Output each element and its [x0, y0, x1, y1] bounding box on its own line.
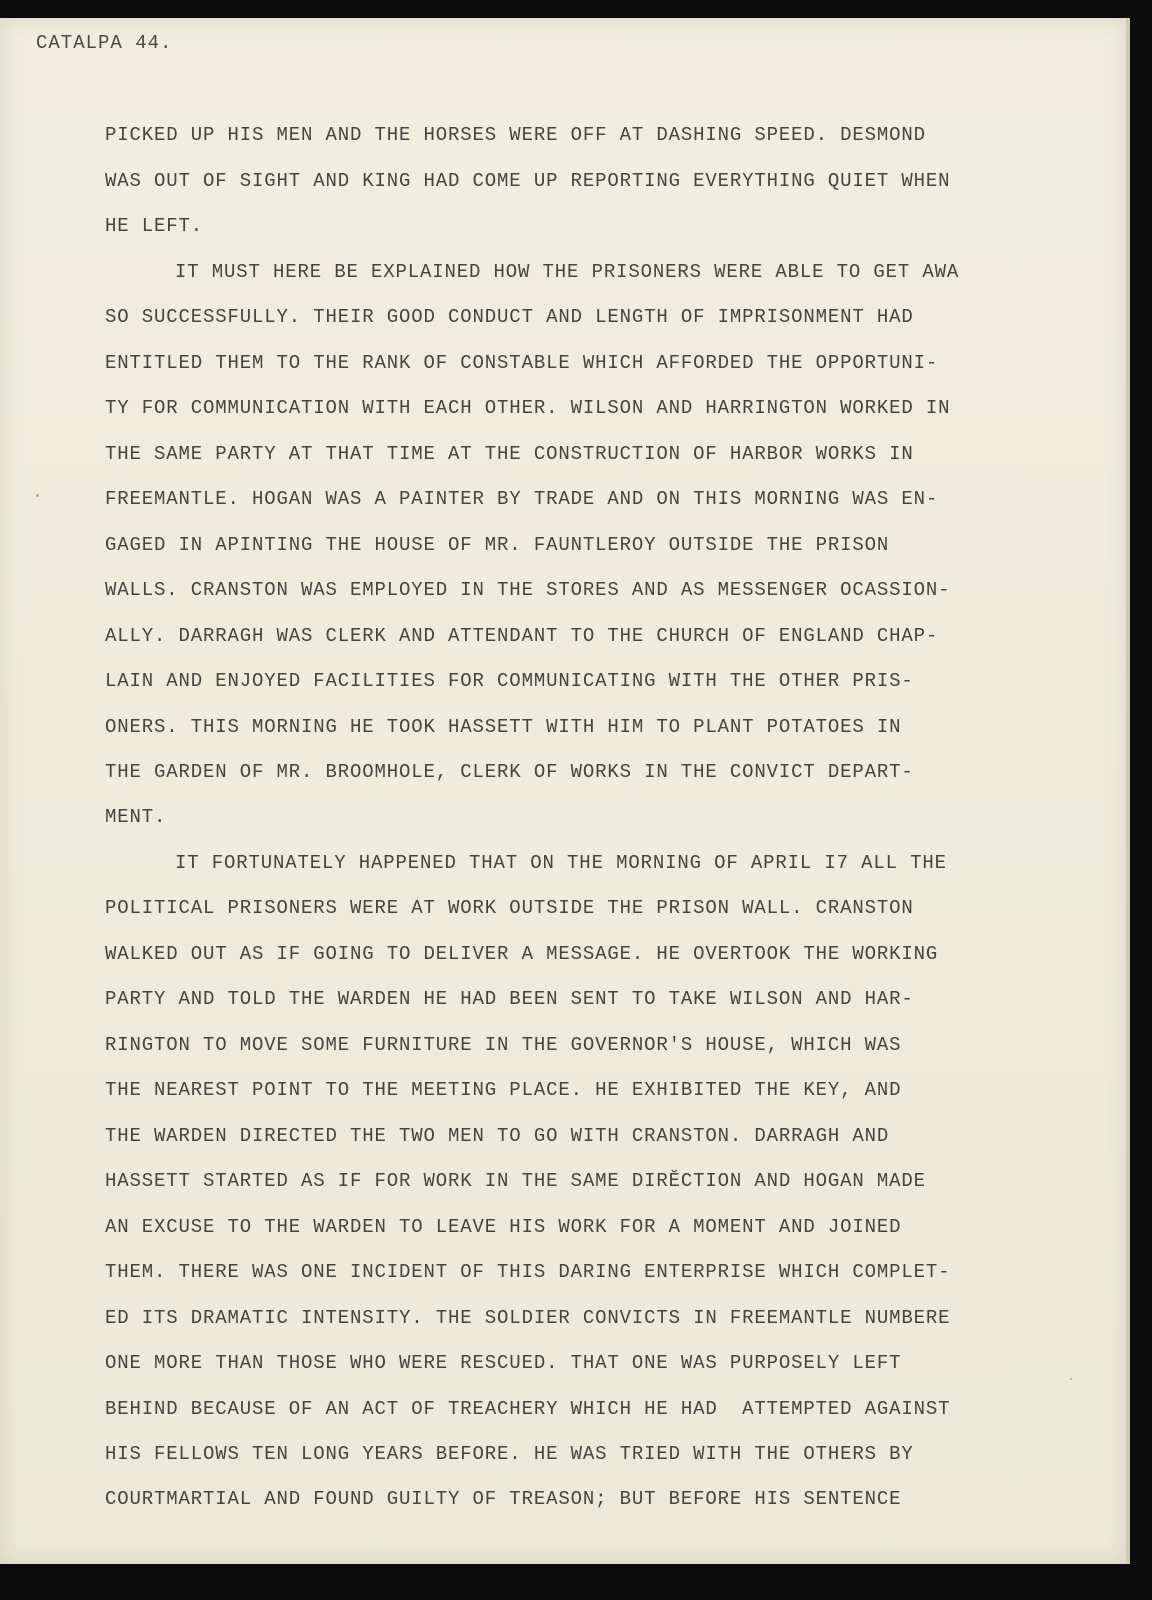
text-line: PARTY AND TOLD THE WARDEN HE HAD BEEN SENT TO TAKE WILSON AND HAR- [105, 988, 914, 1010]
text-line: RINGTON TO MOVE SOME FURNITURE IN THE GOVERNOR'S HOUSE, WHICH WAS [105, 1034, 902, 1056]
text-line: HE LEFT. [105, 215, 204, 237]
text-line: WALKED OUT AS IF GOING TO DELIVER A MESSAGE. HE OVERTOOK THE WORKING [105, 943, 939, 965]
text-line: ED ITS DRAMATIC INTENSITY. THE SOLDIER CONVICTS IN FREEMANTLE NUMBERE [105, 1307, 951, 1329]
text-line: WAS OUT OF SIGHT AND KING HAD COME UP REPORTING EVERYTHING QUIET WHEN [105, 170, 951, 192]
text-line: GAGED IN APINTING THE HOUSE OF MR. FAUNTLEROY OUTSIDE THE PRISON [105, 534, 890, 556]
text-line-paragraph-start: IT MUST HERE BE EXPLAINED HOW THE PRISONERS WERE ABLE TO GET AWA [175, 261, 960, 283]
text-line: LAIN AND ENJOYED FACILITIES FOR COMMUNICATING WITH THE OTHER PRIS- [105, 670, 914, 692]
text-line: THE GARDEN OF MR. BROOMHOLE, CLERK OF WORKS IN THE CONVICT DEPART- [105, 761, 914, 783]
text-line: HASSETT STARTED AS IF FOR WORK IN THE SAME DIRĔCTION AND HOGAN MADE [105, 1170, 926, 1192]
text-line: THE WARDEN DIRECTED THE TWO MEN TO GO WITH CRANSTON. DARRAGH AND [105, 1125, 890, 1147]
text-line: POLITICAL PRISONERS WERE AT WORK OUTSIDE THE PRISON WALL. CRANSTON [105, 897, 914, 919]
text-line: WALLS. CRANSTON WAS EMPLOYED IN THE STORES AND AS MESSENGER OCASSION- [105, 579, 951, 601]
text-line: AN EXCUSE TO THE WARDEN TO LEAVE HIS WORK FOR A MOMENT AND JOINED [105, 1216, 902, 1238]
text-line: FREEMANTLE. HOGAN WAS A PAINTER BY TRADE AND ON THIS MORNING WAS EN- [105, 488, 939, 510]
text-line: MENT. [105, 806, 167, 828]
paper-speck [36, 494, 39, 497]
text-line: THE NEAREST POINT TO THE MEETING PLACE. HE EXHIBITED THE KEY, AND [105, 1079, 902, 1101]
page-edge [1126, 18, 1130, 1564]
page-header: CATALPA 44. [36, 32, 173, 54]
text-line: BEHIND BECAUSE OF AN ACT OF TREACHERY WHICH HE HAD ATTEMPTED AGAINST [105, 1398, 951, 1420]
text-line-paragraph-start: IT FORTUNATELY HAPPENED THAT ON THE MORNING OF APRIL I7 ALL THE [175, 852, 947, 874]
typed-page [0, 18, 1127, 1564]
text-line: THE SAME PARTY AT THAT TIME AT THE CONSTRUCTION OF HARBOR WORKS IN [105, 443, 914, 465]
text-line: ALLY. DARRAGH WAS CLERK AND ATTENDANT TO THE CHURCH OF ENGLAND CHAP- [105, 625, 939, 647]
paper-speck [1070, 1378, 1072, 1380]
text-line: ONE MORE THAN THOSE WHO WERE RESCUED. THAT ONE WAS PURPOSELY LEFT [105, 1352, 902, 1374]
text-line: HIS FELLOWS TEN LONG YEARS BEFORE. HE WAS TRIED WITH THE OTHERS BY [105, 1443, 914, 1465]
text-line: PICKED UP HIS MEN AND THE HORSES WERE OFF AT DASHING SPEED. DESMOND [105, 124, 926, 146]
text-line: ENTITLED THEM TO THE RANK OF CONSTABLE WHICH AFFORDED THE OPPORTUNI- [105, 352, 939, 374]
text-line: COURTMARTIAL AND FOUND GUILTY OF TREASON; BUT BEFORE HIS SENTENCE [105, 1488, 902, 1510]
text-line: TY FOR COMMUNICATION WITH EACH OTHER. WILSON AND HARRINGTON WORKED IN [105, 397, 951, 419]
text-line: ONERS. THIS MORNING HE TOOK HASSETT WITH HIM TO PLANT POTATOES IN [105, 716, 902, 738]
text-line: THEM. THERE WAS ONE INCIDENT OF THIS DARING ENTERPRISE WHICH COMPLET- [105, 1261, 951, 1283]
text-line: SO SUCCESSFULLY. THEIR GOOD CONDUCT AND LENGTH OF IMPRISONMENT HAD [105, 306, 914, 328]
